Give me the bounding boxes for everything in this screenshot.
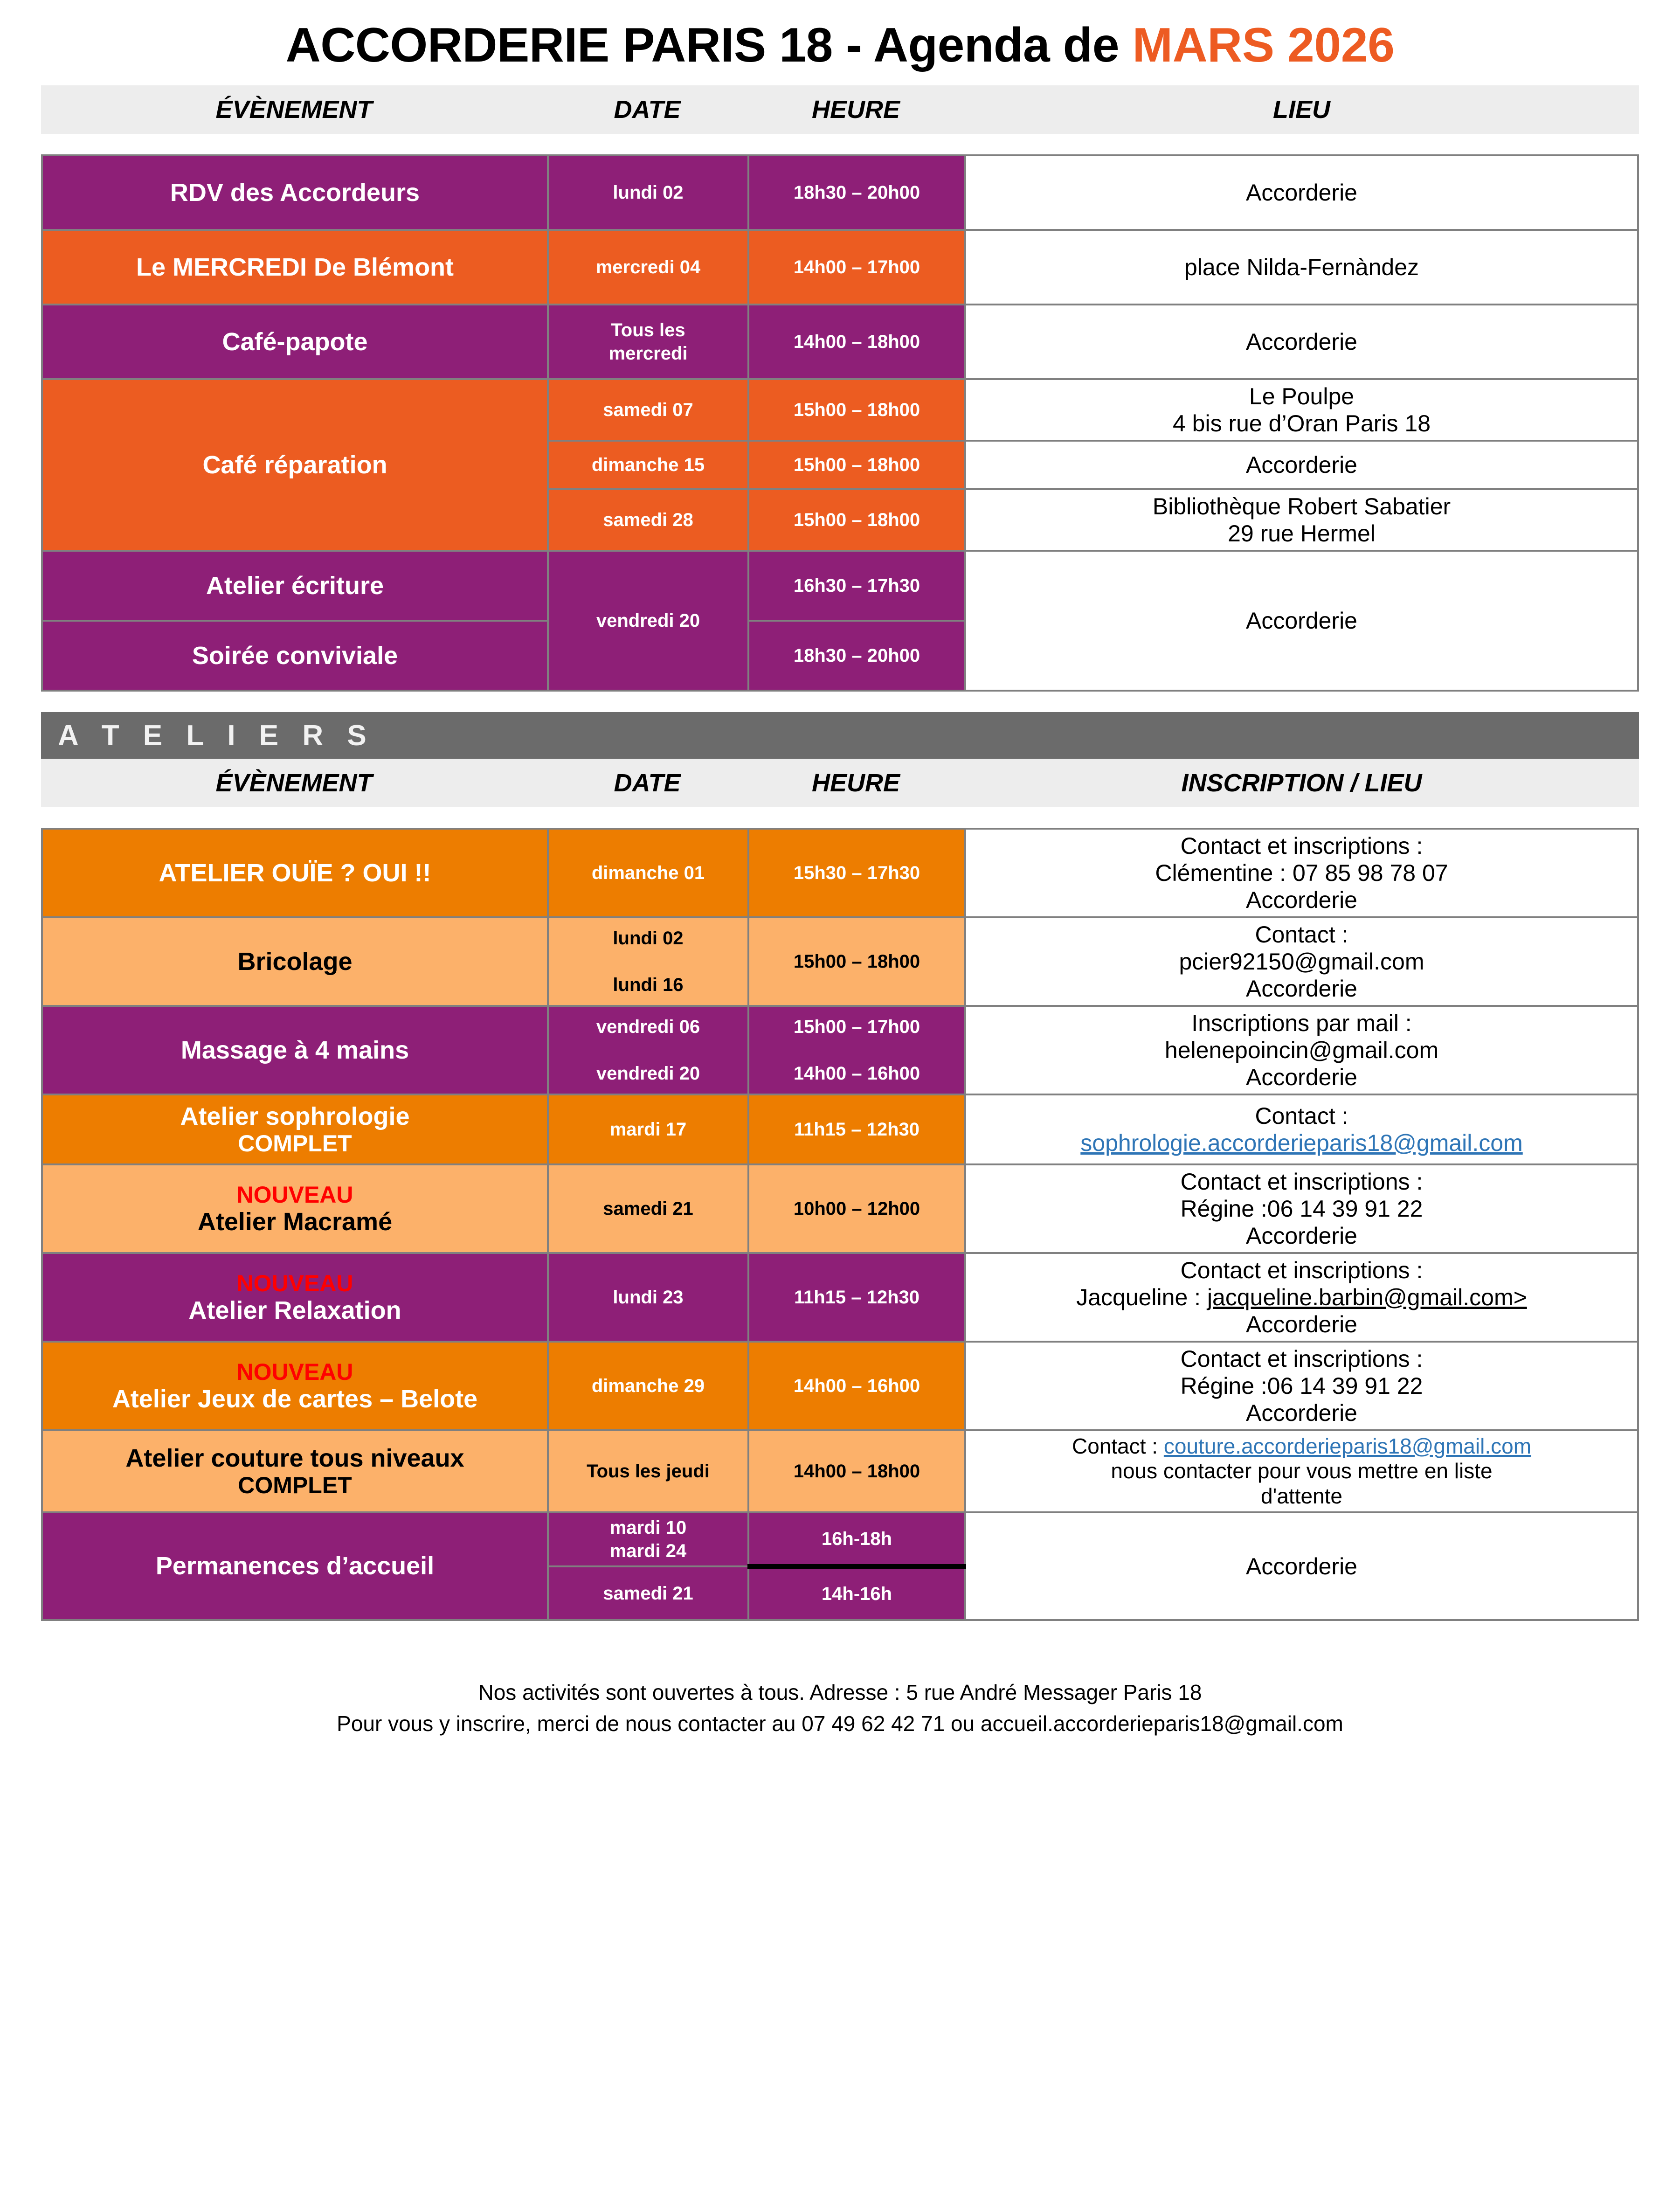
atelier-heure-line2: 14h00 – 16h00 — [793, 1063, 920, 1084]
atelier-contact — [965, 1164, 1638, 1253]
event-heure: 15h00 – 18h00 — [748, 441, 965, 489]
main-events-table — [41, 154, 1639, 692]
header-evenement: ÉVÈNEMENT — [215, 769, 373, 797]
event-lieu-line2: 4 bis rue d’Oran Paris 18 — [1172, 410, 1431, 436]
contact-line-2: helenepoincin@gmail.com — [1164, 1037, 1439, 1063]
atelier-date: dimanche 29 — [548, 1342, 748, 1430]
atelier-contact — [965, 1430, 1638, 1512]
atelier-heure: 15h30 – 17h30 — [748, 829, 965, 917]
header-evenement: ÉVÈNEMENT — [215, 96, 373, 124]
badge-nouveau: NOUVEAU — [236, 1270, 353, 1296]
atelier-lieu: Accorderie — [965, 1512, 1638, 1620]
event-name: Café-papote — [42, 305, 548, 379]
atelier-name — [42, 1342, 548, 1430]
atelier-contact — [965, 829, 1638, 917]
table-row — [42, 1430, 1638, 1512]
contact-line-3: Accorderie — [1246, 1223, 1357, 1249]
atelier-date-line2: lundi 16 — [613, 975, 684, 995]
atelier-heure: 16h-18h — [748, 1512, 965, 1566]
atelier-name: Permanences d’accueil — [42, 1512, 548, 1620]
atelier-contact — [965, 1342, 1638, 1430]
contact-line-1: Inscriptions par mail : — [1191, 1010, 1412, 1036]
event-lieu — [965, 489, 1638, 551]
page-title-month: MARS 2026 — [1132, 18, 1395, 72]
event-lieu-line1: Le Poulpe — [1249, 383, 1355, 409]
event-name: Le MERCREDI De Blémont — [42, 230, 548, 305]
event-date: vendredi 20 — [548, 551, 748, 691]
atelier-date — [548, 917, 748, 1006]
header-date: DATE — [614, 96, 681, 124]
ateliers-column-headers — [41, 759, 1639, 807]
header-lieu: LIEU — [1272, 96, 1330, 124]
event-lieu-line2: 29 rue Hermel — [1228, 520, 1376, 547]
atelier-heure: 11h15 – 12h30 — [748, 1094, 965, 1164]
page-title-main: ACCORDERIE PARIS 18 - Agenda de — [285, 18, 1133, 72]
event-date: lundi 02 — [548, 155, 748, 230]
atelier-name — [42, 1164, 548, 1253]
atelier-contact — [965, 1094, 1638, 1164]
event-date — [548, 305, 748, 379]
header-inscription-lieu: INSCRIPTION / LIEU — [1181, 769, 1422, 797]
contact-line-2: Régine :06 14 39 91 22 — [1180, 1373, 1423, 1399]
event-lieu: Accorderie — [965, 551, 1638, 691]
event-date: samedi 28 — [548, 489, 748, 551]
table-row — [42, 155, 1638, 230]
contact-line-3: Accorderie — [1246, 1311, 1357, 1337]
event-heure: 14h00 – 18h00 — [748, 305, 965, 379]
contact-line-1: Contact : — [1255, 921, 1348, 948]
atelier-date: samedi 21 — [548, 1164, 748, 1253]
event-name: Atelier écriture — [42, 551, 548, 621]
contact-line-1: Contact et inscriptions : — [1180, 1346, 1423, 1372]
event-heure: 16h30 – 17h30 — [748, 551, 965, 621]
ateliers-table — [41, 828, 1639, 1621]
atelier-date-line1: vendredi 06 — [596, 1017, 700, 1037]
contact-line-1: Contact et inscriptions : — [1180, 1169, 1423, 1195]
table-row — [42, 1512, 1638, 1566]
atelier-heure: 15h00 – 18h00 — [748, 917, 965, 1006]
ateliers-banner: A T E L I E R S — [41, 712, 1639, 759]
footer-line-1: Nos activités sont ouvertes à tous. Adresse : 5 rue André Messager Paris 18 — [478, 1680, 1202, 1705]
badge-nouveau: NOUVEAU — [236, 1181, 353, 1208]
atelier-date — [548, 1512, 748, 1566]
event-date-line2: mercredi — [608, 343, 688, 364]
contact-line-1: Contact et inscriptions : — [1180, 833, 1423, 859]
table-row — [42, 1006, 1638, 1094]
table-row — [42, 1253, 1638, 1342]
atelier-heure-line1: 15h00 – 17h00 — [793, 1017, 920, 1037]
contact-line-2: Clémentine : 07 85 98 78 07 — [1155, 860, 1448, 886]
header-heure: HEURE — [811, 96, 900, 124]
event-heure: 18h30 – 20h00 — [748, 621, 965, 691]
table-row — [42, 230, 1638, 305]
atelier-contact — [965, 917, 1638, 1006]
status-badge-complet: COMPLET — [238, 1472, 352, 1499]
footer — [41, 1621, 1639, 1739]
atelier-heure: 14h00 – 16h00 — [748, 1342, 965, 1430]
email-link[interactable]: jacqueline.barbin@gmail.com> — [1207, 1284, 1527, 1310]
atelier-heure: 11h15 – 12h30 — [748, 1253, 965, 1342]
atelier-date-line1: mardi 10 — [609, 1517, 687, 1538]
table-row — [42, 379, 1638, 441]
table-row — [42, 551, 1638, 621]
contact-line-2: pcier92150@gmail.com — [1179, 949, 1424, 975]
atelier-name: ATELIER OUÏE ? OUI !! — [42, 829, 548, 917]
event-lieu: Accorderie — [965, 441, 1638, 489]
atelier-name — [42, 1253, 548, 1342]
atelier-date: lundi 23 — [548, 1253, 748, 1342]
atelier-date-line2: mardi 24 — [609, 1541, 687, 1562]
table-row — [42, 1094, 1638, 1164]
email-link[interactable]: sophrologie.accorderieparis18@gmail.com — [1080, 1130, 1523, 1156]
table-row — [42, 829, 1638, 917]
event-date-line1: Tous les — [611, 320, 685, 340]
atelier-title: Atelier Macramé — [197, 1207, 393, 1236]
event-heure: 15h00 – 18h00 — [748, 489, 965, 551]
event-name: Soirée conviviale — [42, 621, 548, 691]
atelier-title: Atelier sophrologie — [180, 1102, 410, 1130]
contact-line-3: Accorderie — [1246, 1064, 1357, 1090]
atelier-title: Atelier couture tous niveaux — [125, 1444, 464, 1472]
event-lieu: Accorderie — [965, 155, 1638, 230]
atelier-date: mardi 17 — [548, 1094, 748, 1164]
contact-line-3: Accorderie — [1246, 887, 1357, 913]
atelier-title: Atelier Relaxation — [188, 1296, 401, 1324]
atelier-contact — [965, 1006, 1638, 1094]
event-heure: 15h00 – 18h00 — [748, 379, 965, 441]
footer-line-2: Pour vous y inscrire, merci de nous contacter au 07 49 62 42 71 ou accueil.accorderieparis18@gmail.com — [337, 1711, 1343, 1736]
contact-prefix: Contact : — [1072, 1434, 1164, 1458]
atelier-date-line1: lundi 02 — [613, 928, 684, 949]
table-row — [42, 917, 1638, 1006]
atelier-heure — [748, 1006, 965, 1094]
table-row — [42, 305, 1638, 379]
atelier-contact — [965, 1253, 1638, 1342]
event-lieu — [965, 379, 1638, 441]
header-heure: HEURE — [811, 769, 900, 797]
contact-line-1: Contact et inscriptions : — [1180, 1257, 1423, 1283]
contact-line-2: Régine :06 14 39 91 22 — [1180, 1196, 1423, 1222]
event-lieu: place Nilda-Fernàndez — [965, 230, 1638, 305]
atelier-date: Tous les jeudi — [548, 1430, 748, 1512]
event-date: dimanche 15 — [548, 441, 748, 489]
table-row — [42, 1164, 1638, 1253]
atelier-date: samedi 21 — [548, 1566, 748, 1620]
table-row — [42, 1342, 1638, 1430]
atelier-name: Massage à 4 mains — [42, 1006, 548, 1094]
atelier-name — [42, 1094, 548, 1164]
event-name: RDV des Accordeurs — [42, 155, 548, 230]
main-column-headers — [41, 85, 1639, 134]
contact-line-3: d'attente — [1260, 1483, 1343, 1508]
atelier-heure: 14h00 – 18h00 — [748, 1430, 965, 1512]
event-heure: 18h30 – 20h00 — [748, 155, 965, 230]
contact-line-1: Contact : — [1255, 1103, 1348, 1129]
atelier-heure: 10h00 – 12h00 — [748, 1164, 965, 1253]
atelier-name: Bricolage — [42, 917, 548, 1006]
status-badge-complet: COMPLET — [238, 1130, 352, 1157]
contact-line-3: Accorderie — [1246, 976, 1357, 1002]
header-date: DATE — [614, 769, 681, 797]
event-heure: 14h00 – 17h00 — [748, 230, 965, 305]
event-lieu-line1: Bibliothèque Robert Sabatier — [1152, 493, 1451, 519]
event-date: samedi 07 — [548, 379, 748, 441]
badge-nouveau: NOUVEAU — [236, 1358, 353, 1385]
atelier-date-line2: vendredi 20 — [596, 1063, 700, 1084]
atelier-heure: 14h-16h — [748, 1566, 965, 1620]
email-link[interactable]: couture.accorderieparis18@gmail.com — [1163, 1434, 1532, 1458]
contact-line-3: Accorderie — [1246, 1400, 1357, 1426]
atelier-date: dimanche 01 — [548, 829, 748, 917]
event-name: Café réparation — [42, 379, 548, 551]
contact-prefix: Jacqueline : — [1076, 1284, 1207, 1310]
page-title — [41, 0, 1639, 85]
atelier-name — [42, 1430, 548, 1512]
event-date: mercredi 04 — [548, 230, 748, 305]
contact-line-2: nous contacter pour vous mettre en liste — [1111, 1459, 1493, 1483]
event-lieu: Accorderie — [965, 305, 1638, 379]
atelier-date — [548, 1006, 748, 1094]
atelier-title: Atelier Jeux de cartes – Belote — [112, 1385, 478, 1413]
